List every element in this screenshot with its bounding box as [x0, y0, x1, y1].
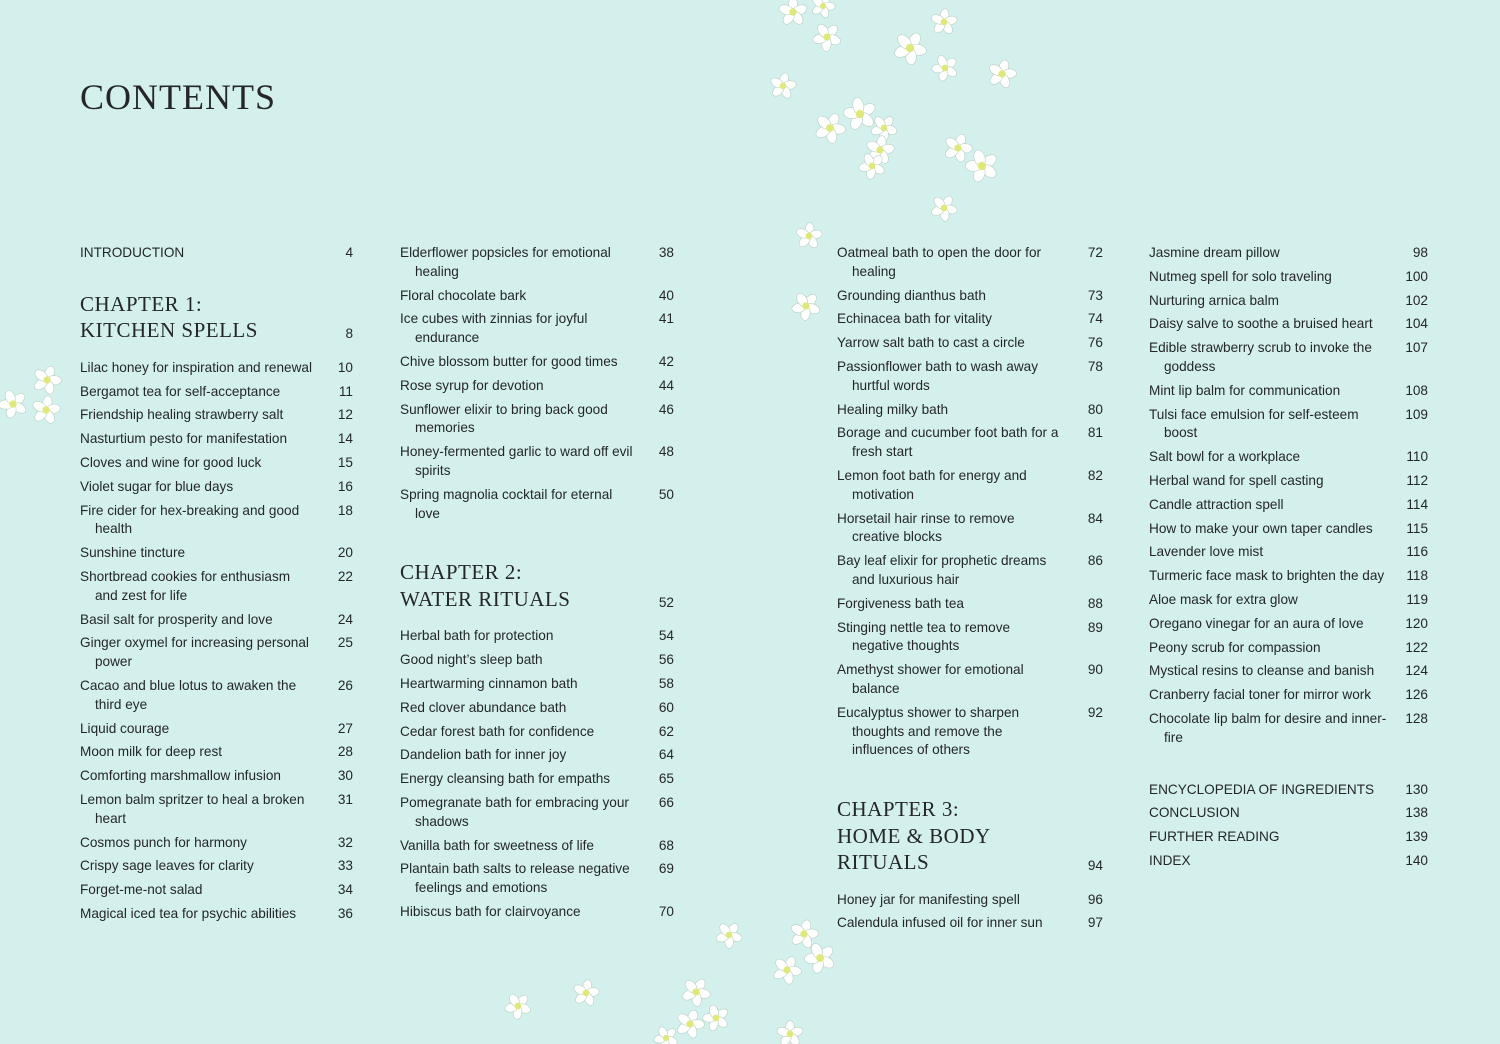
chapter-title [837, 796, 1103, 876]
entry-title: Magical iced tea for psychic abilities [80, 905, 297, 921]
toc-entry [400, 794, 674, 832]
page-number: 12 [337, 407, 353, 423]
entry-title: Jasmine dream pillow [1149, 245, 1280, 260]
toc-entry [400, 903, 674, 922]
toc-entry [400, 443, 674, 481]
page-number: 118 [1406, 568, 1428, 584]
toc-entry [80, 430, 353, 449]
toc-entry [80, 767, 353, 786]
page-number: 25 [337, 635, 353, 651]
flower-icon [776, 1021, 804, 1044]
toc-entry [80, 502, 353, 540]
page-number: 74 [1087, 311, 1103, 327]
toc-entry [80, 611, 353, 630]
flower-icon [786, 916, 823, 952]
page-number: 14 [337, 431, 353, 447]
toc-entry [837, 467, 1103, 505]
entry-title: FURTHER READING [1149, 829, 1280, 845]
chapter-heading [837, 796, 1103, 876]
toc-entry [400, 723, 674, 742]
flower-icon [887, 25, 934, 71]
page-number: 97 [1087, 915, 1103, 931]
chapter-heading [80, 291, 353, 344]
toc-entry [80, 791, 353, 829]
page-number: 78 [1087, 358, 1103, 374]
chapter-title-line: CHAPTER 2: [400, 560, 523, 585]
entry-title: Lavender love mist [1149, 544, 1264, 560]
entry-title: Plantain bath salts to release negative feelings and emotions [400, 861, 630, 896]
page-number: 122 [1405, 639, 1428, 655]
entry-title: Crispy sage leaves for clarity [80, 858, 254, 874]
toc-entry [80, 634, 353, 672]
entry-title: Daisy salve to soothe a bruised heart [1149, 316, 1373, 332]
page-number: 128 [1405, 710, 1428, 726]
entry-title: Peony scrub for compassion [1149, 639, 1321, 655]
entry-title: Vanilla bath for sweetness of life [400, 837, 594, 853]
entry-title: Yarrow salt bath to cast a circle [837, 335, 1025, 351]
page-number: 124 [1405, 663, 1428, 679]
toc-entry [1149, 244, 1428, 263]
flower-icon [29, 393, 64, 427]
chapter-title-line: CHAPTER 1: [80, 291, 203, 316]
flower-icon [710, 916, 748, 954]
toc-entry [1149, 591, 1428, 610]
page-number: 4 [345, 245, 353, 260]
page-number: 41 [658, 311, 674, 327]
entry-title: Dandelion bath for inner joy [400, 747, 567, 763]
toc-entry [1149, 339, 1428, 377]
page-number: 69 [658, 861, 674, 877]
entry-title: INTRODUCTION [80, 245, 185, 260]
flower-icon [798, 935, 843, 980]
page-number: 140 [1405, 852, 1428, 868]
toc-entry [837, 401, 1103, 420]
page-number: 88 [1087, 595, 1103, 611]
entry-title: How to make your own taper candles [1149, 520, 1373, 536]
entry-title: Ice cubes with zinnias for joyful endurance [400, 311, 588, 346]
flower-icon [863, 133, 898, 167]
toc-section-entry [1149, 828, 1428, 847]
page-number: 27 [337, 720, 353, 736]
entry-title: Nurturing arnica balm [1149, 292, 1279, 308]
page-number: 94 [1087, 857, 1103, 873]
page-number: 42 [658, 353, 674, 369]
toc-entry [80, 383, 353, 402]
entry-title: Amethyst shower for emotional balance [837, 662, 1024, 696]
page-number: 18 [337, 502, 353, 518]
toc-entry [1149, 615, 1428, 634]
page-number: 114 [1406, 496, 1428, 512]
entry-title: Candle attraction spell [1149, 496, 1284, 512]
entry-title: Spring magnolia cocktail for eternal love [400, 486, 613, 521]
toc-entry [400, 287, 674, 306]
chapter-title-line: WATER RITUALS [400, 586, 571, 611]
page-number: 70 [658, 903, 674, 919]
toc-entry [400, 401, 674, 439]
entry-title: Energy cleansing bath for empaths [400, 771, 611, 787]
toc-section-entry [1149, 852, 1428, 871]
entry-title: Honey-fermented garlic to ward off evil spirits [400, 444, 633, 478]
page-number: 115 [1406, 520, 1428, 536]
entry-title: Cedar forest bath for confidence [400, 723, 595, 739]
entry-title: Nasturtium pesto for manifestation [80, 431, 288, 447]
toc-entry [80, 905, 353, 924]
entry-title: Turmeric face mask to brighten the day [1149, 568, 1385, 584]
page-number: 33 [337, 858, 353, 874]
page-number: 126 [1405, 687, 1428, 703]
page-number: 108 [1405, 382, 1428, 398]
toc-entry [1149, 567, 1428, 586]
entry-title: Floral chocolate bark [400, 287, 527, 303]
entry-title: Mint lip balm for communication [1149, 382, 1341, 398]
entry-title: Nutmeg spell for solo traveling [1149, 268, 1332, 284]
entry-title: Aloe mask for extra glow [1149, 591, 1298, 607]
page-number: 50 [658, 486, 674, 502]
toc-entry [400, 627, 674, 646]
page-number: 84 [1087, 510, 1103, 526]
entry-title: Hibiscus bath for clairvoyance [400, 903, 581, 919]
toc-section-entry [80, 244, 353, 263]
toc-section-entry [1149, 781, 1428, 800]
entry-title: Salt bowl for a workplace [1149, 449, 1301, 465]
entry-title: Comforting marshmallow infusion [80, 768, 281, 784]
page-number: 80 [1087, 401, 1103, 417]
page-number: 98 [1412, 245, 1428, 260]
page-number: 72 [1087, 245, 1103, 260]
toc-entry [1149, 639, 1428, 658]
entry-title: Basil salt for prosperity and love [80, 611, 273, 627]
toc-entry [80, 857, 353, 876]
page-number: 89 [1087, 619, 1103, 635]
page-number: 109 [1405, 406, 1428, 422]
entry-title: Forget-me-not salad [80, 882, 203, 898]
toc-entry [837, 358, 1103, 396]
toc-entry [400, 675, 674, 694]
page-number: 112 [1406, 472, 1428, 488]
entry-title: Echinacea bath for vitality [837, 311, 992, 327]
toc-entry [837, 595, 1103, 614]
page-number: 104 [1405, 316, 1428, 332]
page-number: 76 [1087, 335, 1103, 351]
toc-entry [80, 568, 353, 606]
entry-title: Sunflower elixir to bring back good memories [400, 401, 608, 436]
toc-entry [80, 720, 353, 739]
flower-icon [785, 285, 827, 327]
page-number: 64 [658, 747, 674, 763]
toc-entry [837, 287, 1103, 306]
toc-entry [80, 454, 353, 473]
toc-entry [1149, 710, 1428, 748]
toc-entry [1149, 382, 1428, 401]
flower-icon [499, 987, 538, 1025]
toc-entry [400, 770, 674, 789]
entry-title: Eucalyptus shower to sharpen thoughts and remove the influences of others [837, 704, 1020, 758]
toc-entry [400, 837, 674, 856]
flower-icon [697, 999, 735, 1037]
toc-entry [400, 353, 674, 372]
chapter-title [80, 291, 353, 344]
flower-icon [28, 361, 66, 398]
entry-title: INDEX [1149, 852, 1191, 868]
entry-title: Violet sugar for blue days [80, 478, 234, 494]
entry-title: Chocolate lip balm for desire and inner-fire [1149, 710, 1387, 745]
entry-title: Good night’s sleep bath [400, 652, 543, 668]
entry-title: Cosmos punch for harmony [80, 834, 247, 850]
toc-section-entry [1149, 804, 1428, 823]
page-number: 139 [1405, 829, 1428, 845]
toc-entry [837, 510, 1103, 548]
page-number: 138 [1405, 805, 1428, 821]
page-number: 68 [658, 837, 674, 853]
page-number: 15 [337, 454, 353, 470]
flower-icon [837, 91, 883, 138]
entry-title: Moon milk for deep rest [80, 744, 223, 760]
flower-icon [853, 147, 892, 186]
toc-entry [1149, 662, 1428, 681]
flower-icon [794, 222, 824, 251]
flower-icon [939, 129, 977, 166]
flower-icon [926, 49, 964, 88]
flower-icon [648, 1020, 683, 1044]
flower-icon [925, 189, 963, 226]
entry-title: Calendula infused oil for inner sun [837, 915, 1043, 931]
entry-title: Liquid courage [80, 720, 170, 736]
entry-title: Stinging nettle tea to remove negative thoughts [837, 619, 1011, 654]
toc-entry [400, 244, 674, 282]
page-number: 36 [337, 905, 353, 921]
toc-entry [837, 424, 1103, 462]
chapter-title-line: RITUALS [837, 850, 930, 875]
entry-title: Cacao and blue lotus to awaken the third eye [80, 677, 297, 712]
toc-entry [400, 746, 674, 765]
toc-entry [837, 244, 1103, 282]
entry-title: Forgiveness bath tea [837, 595, 964, 611]
entry-title: Ginger oxymel for increasing personal power [80, 635, 309, 670]
page-number: 116 [1406, 544, 1428, 560]
page-number: 90 [1087, 662, 1103, 678]
entry-title: Chive blossom butter for good times [400, 353, 618, 369]
entry-title: Sunshine tincture [80, 545, 186, 561]
flower-icon [929, 8, 959, 37]
toc-entry [80, 743, 353, 762]
flower-icon [806, 16, 848, 58]
toc-entry [1149, 268, 1428, 287]
page-number: 73 [1087, 287, 1103, 303]
toc-entry [80, 677, 353, 715]
toc-entry [400, 377, 674, 396]
toc-column-3 [837, 244, 1103, 938]
page-number: 48 [658, 444, 674, 460]
entry-title: Cloves and wine for good luck [80, 454, 262, 470]
flower-icon [865, 109, 903, 147]
chapter-heading [400, 559, 674, 612]
toc-entry [837, 334, 1103, 353]
entry-title: Lemon foot bath for energy and motivation [837, 467, 1027, 502]
toc-entry [837, 704, 1103, 760]
page-number: 40 [658, 287, 674, 303]
page-number: 26 [337, 677, 353, 693]
toc-entry [400, 486, 674, 524]
page-number: 102 [1405, 292, 1428, 308]
entry-title: Cranberry facial toner for mirror work [1149, 687, 1372, 703]
flower-icon [807, 0, 839, 22]
page-number: 86 [1087, 553, 1103, 569]
toc-entry [1149, 406, 1428, 444]
entry-title: ENCYCLOPEDIA OF INGREDIENTS [1149, 781, 1375, 797]
page-number: 30 [337, 768, 353, 784]
toc-entry [400, 651, 674, 670]
entry-title: Fire cider for hex-breaking and good health [80, 502, 300, 537]
page-number: 56 [658, 652, 674, 668]
toc-entry [400, 310, 674, 348]
page-number: 60 [658, 699, 674, 715]
entry-title: Herbal bath for protection [400, 628, 554, 644]
entry-title: CONCLUSION [1149, 805, 1240, 821]
toc-entry [1149, 496, 1428, 515]
page-number: 38 [658, 245, 674, 260]
flower-icon [778, 0, 808, 26]
entry-title: Herbal wand for spell casting [1149, 472, 1324, 488]
toc-entry [80, 359, 353, 378]
entry-title: Healing milky bath [837, 401, 949, 417]
flower-icon [0, 383, 34, 425]
flower-icon [570, 977, 602, 1008]
entry-title: Oatmeal bath to open the door for healing [837, 245, 1042, 279]
toc-entry [1149, 292, 1428, 311]
entry-title: Oregano vinegar for an aura of love [1149, 615, 1364, 631]
page-number: 52 [658, 594, 674, 610]
page-number: 130 [1405, 781, 1428, 797]
entry-title: Honey jar for manifesting spell [837, 891, 1020, 907]
toc-entry [837, 619, 1103, 657]
flower-icon [671, 1005, 709, 1042]
page-number: 22 [337, 568, 353, 584]
entry-title: Pomegranate bath for embracing your shadows [400, 794, 629, 829]
flower-icon [958, 142, 1005, 190]
toc-entry [80, 406, 353, 425]
entry-title: Passionflower bath to wash away hurtful words [837, 358, 1038, 393]
page-number: 107 [1405, 340, 1428, 356]
entry-title: Edible strawberry scrub to invoke the goddess [1149, 340, 1372, 374]
page-number: 24 [337, 611, 353, 627]
entry-title: Grounding dianthus bath [837, 287, 986, 303]
entry-title: Elderflower popsicles for emotional healing [400, 245, 611, 279]
chapter-title-line: CHAPTER 3: [837, 797, 960, 822]
page-number: 58 [658, 675, 674, 691]
page-number: 110 [1406, 449, 1428, 465]
page-number: 120 [1405, 615, 1428, 631]
page-title: CONTENTS [80, 77, 276, 117]
page-number: 100 [1405, 268, 1428, 284]
entry-title: Bergamot tea for self-acceptance [80, 383, 281, 399]
page-number: 66 [658, 794, 674, 810]
toc-entry [837, 661, 1103, 699]
page-number: 65 [658, 771, 674, 787]
flower-icon [984, 56, 1021, 92]
chapter-title-line: HOME & BODY [837, 823, 991, 848]
page-number: 82 [1087, 467, 1103, 483]
page-number: 11 [338, 383, 353, 399]
entry-title: Red clover abundance bath [400, 699, 567, 715]
entry-title: Shortbread cookies for enthusiasm and zest for life [80, 568, 291, 603]
toc-entry [1149, 315, 1428, 334]
entry-title: Horsetail hair rinse to remove creative blocks [837, 510, 1015, 545]
toc-entry [1149, 448, 1428, 467]
toc-entry [1149, 543, 1428, 562]
toc-entry [80, 478, 353, 497]
flower-icon [676, 972, 717, 1012]
entry-title: Heartwarming cinnamon bath [400, 675, 578, 691]
chapter-title-line: KITCHEN SPELLS [80, 318, 258, 343]
toc-entry [837, 310, 1103, 329]
toc-entry [80, 881, 353, 900]
page-number: 54 [658, 628, 674, 644]
page-number: 92 [1087, 704, 1103, 720]
entry-title: Friendship healing strawberry salt [80, 407, 284, 423]
flower-icon [767, 951, 807, 990]
toc-column-2 [400, 244, 674, 927]
toc-entry [80, 834, 353, 853]
page-number: 28 [337, 744, 353, 760]
entry-title: Borage and cucumber foot bath for a fresh start [837, 425, 1059, 460]
page-number: 96 [1087, 891, 1103, 907]
toc-entry [837, 891, 1103, 910]
page-number: 16 [337, 478, 353, 494]
toc-entry [1149, 520, 1428, 539]
toc-entry [837, 552, 1103, 590]
page-number: 32 [337, 834, 353, 850]
page-number: 10 [337, 359, 353, 375]
entry-title: Lilac honey for inspiration and renewal [80, 359, 312, 375]
toc-entry [80, 544, 353, 563]
entry-title: Rose syrup for devotion [400, 377, 544, 393]
entry-title: Bay leaf elixir for prophetic dreams and luxurious hair [837, 553, 1047, 587]
page-number: 8 [345, 326, 353, 341]
toc-column-1 [80, 244, 353, 929]
page-number: 46 [658, 401, 674, 417]
page-number: 119 [1406, 591, 1428, 607]
flower-icon [767, 70, 799, 101]
page-number: 31 [337, 791, 353, 807]
toc-entry [1149, 686, 1428, 705]
toc-column-4 [1149, 244, 1428, 876]
entry-title: Lemon balm spritzer to heal a broken heart [80, 791, 305, 826]
flower-icon [809, 107, 852, 149]
page-number: 62 [658, 723, 674, 739]
toc-entry [837, 914, 1103, 933]
toc-entry [1149, 472, 1428, 491]
page-number: 34 [337, 882, 353, 898]
chapter-title [400, 559, 674, 612]
page-number: 44 [658, 377, 674, 393]
entry-title: Mystical resins to cleanse and banish [1149, 663, 1375, 679]
page-number: 81 [1087, 425, 1103, 441]
toc-entry [400, 699, 674, 718]
entry-title: Tulsi face emulsion for self-esteem boost [1149, 406, 1359, 441]
page-number: 20 [337, 545, 353, 561]
toc-entry [400, 860, 674, 898]
